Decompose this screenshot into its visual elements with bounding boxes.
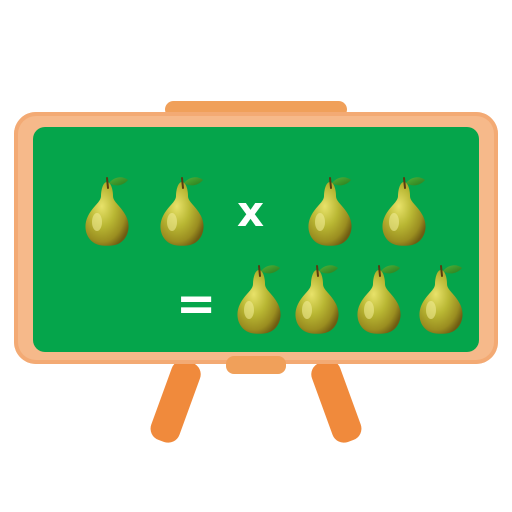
pear-icon	[413, 262, 469, 336]
pear-icon	[376, 174, 432, 248]
board-bottom-clip	[226, 356, 286, 374]
multiply-sign: x	[237, 187, 265, 236]
pear-icon	[289, 262, 345, 336]
equals-sign: =	[176, 276, 217, 332]
pear-icon	[154, 174, 210, 248]
pear-icon	[79, 174, 135, 248]
easel-leg-right	[308, 357, 365, 446]
pear-icon	[231, 262, 287, 336]
easel-leg-left	[147, 357, 204, 446]
pear-icon	[302, 174, 358, 248]
pear-icon	[351, 262, 407, 336]
